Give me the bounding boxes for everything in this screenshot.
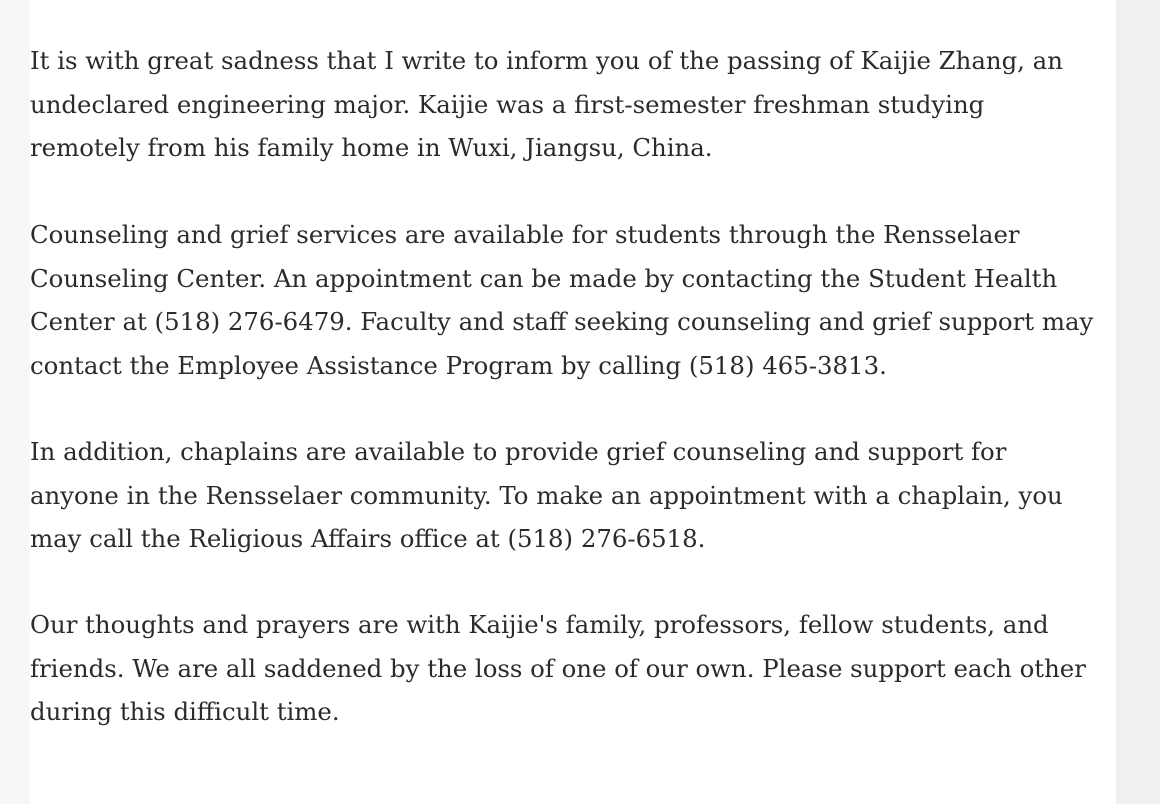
paragraph-line: In addition, chaplains are available to provide grief counseling and support for xyxy=(30,437,1007,466)
paragraph-line: Center at (518) 276-6479. Faculty and staff seeking counseling and grief support may xyxy=(30,307,1094,336)
article-body xyxy=(30,0,1116,804)
paragraph-line: during this difficult time. xyxy=(30,697,340,726)
paragraph-line: contact the Employee Assistance Program by calling (518) 465-3813. xyxy=(30,350,887,380)
paragraph-condolences xyxy=(30,603,1086,734)
paragraph-announcement xyxy=(30,39,1063,170)
right-margin xyxy=(1116,0,1160,804)
paragraph-line: Counseling Center. An appointment can be made by contacting the Student Health xyxy=(30,263,1058,293)
paragraph-counseling-services xyxy=(30,213,1093,387)
paragraph-chaplains xyxy=(30,430,1063,561)
paragraph-line: Counseling and grief services are available for students through the Rensselaer xyxy=(30,220,1020,249)
paragraph-line: remotely from his family home in Wuxi, Jiangsu, China. xyxy=(30,133,713,162)
paragraph-line: anyone in the Rensselaer community. To make an appointment with a chaplain, you xyxy=(30,480,1063,510)
paragraph-line: It is with great sadness that I write to inform you of the passing of Kaijie Zhang, an xyxy=(30,46,1063,75)
paragraph-line: Our thoughts and prayers are with Kaijie's family, professors, fellow students, and xyxy=(30,610,1049,639)
paragraph-line: friends. We are all saddened by the loss of one of our own. Please support each other xyxy=(30,653,1086,683)
paragraph-line: may call the Religious Affairs office at (518) 276-6518. xyxy=(30,524,706,553)
paragraph-line: undeclared engineering major. Kaijie was a first-semester freshman studying xyxy=(30,89,985,119)
left-margin xyxy=(0,0,30,804)
